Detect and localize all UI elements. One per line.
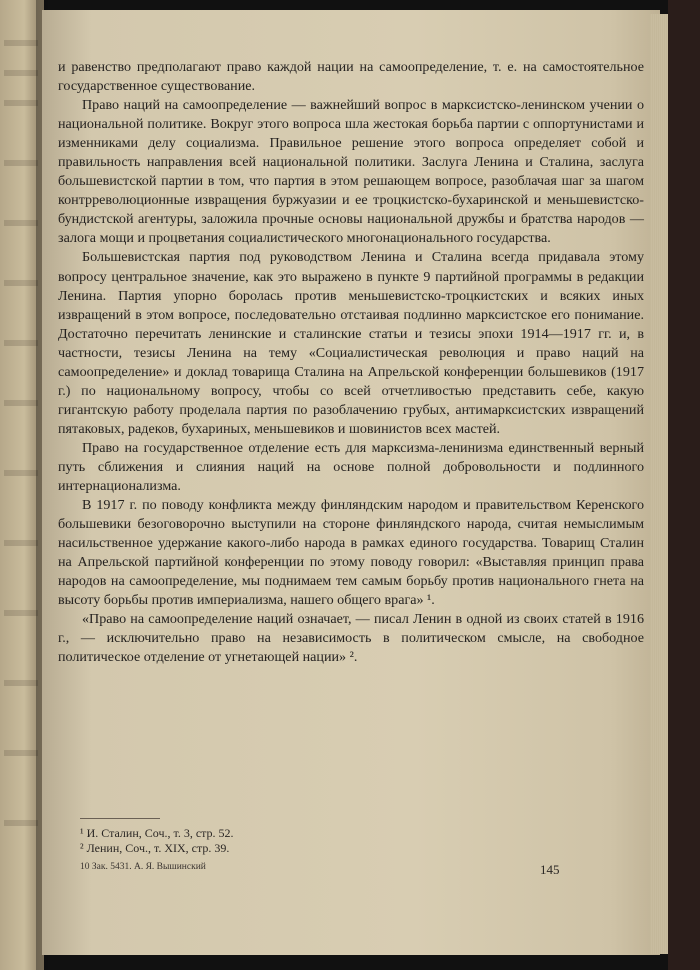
page-number: 145 [540,862,560,877]
paragraph-4: Право на государственное отделение есть для марксизма-ленинизма единственный верный путь сближения и слияния наций на основе полной добровольности и подлинного интернационализма. [58,439,644,495]
printer-imprint: 10 Зак. 5431. А. Я. Вышинский [80,862,206,872]
footnote-rule [80,818,160,819]
footnotes [80,826,600,856]
paragraph-1: и равенство предполагают право каждой нации на самоопределение, т. е. на самостоятельное государственное существование. [58,59,644,95]
body-text [58,58,644,668]
footnote-2: ² Ленин, Соч., т. XIX, стр. 39. [80,841,230,855]
paragraph-3: Большевистская партия под руководством Ленина и Сталина всегда придавала этому вопросу центральное значение, как это выражено в пункте 9 партийной программы в редакции Ленина. Партия упорно боролась против меньшевистско-троцкистских и всяких иных извращений в этом вопросе, последовательно отстаивая подлинно марксистское его понимание. Достаточно перечитать ленинские и сталинские статьи и тезисы эпохи 1914—1917 гг. и, в частности, тезисы Ленина на тему «Социалистическая революция и право наций на самоопределение» и доклад товарища Сталина на Апрельской конференции большевиков (1917 г.) по национальному вопросу, чтобы со всей отчетливостью представить себе, какую гигантскую работу проделала партия по разоблачению грубых, антимарксистских извращений пятаковых, радеков, бухариных, меньшевиков и шовинистов всех мастей. [58,249,644,437]
paragraph-6: «Право на самоопределение наций означает, — писал Ленин в одной из своих статей в 1916 г., — исключительно право на независимость в политическом смысле, на свободное политическое отделение от угнетающей нации» ². [58,611,644,666]
book-cover [668,0,700,970]
paragraph-5: В 1917 г. по поводу конфликта между финляндским народом и правительством Керенского большевики безоговорочно выступили на стороне финляндского народа, считая немыслимым насильственное удержание какого-либо народа в рамках единого государства. Товарищ Сталин на Апрельской партийной конференции по этому поводу говорил: «Выставляя принцип права народов на самоопределение, мы поднимаем тем самым борьбу против национального гнета на высоту борьбы против империализма, нашего общего врага» ¹. [58,497,644,609]
footnote-1: ¹ И. Сталин, Соч., т. 3, стр. 52. [80,826,234,840]
paragraph-2: Право наций на самоопределение — важнейший вопрос в марксистско-ленинском учении о национальной политике. Вокруг этого вопроса шла жестокая борьба партии с оппортунистами и изменниками делу социализма. Правильное решение этого вопроса определяет собой и правильность направления всей национальной политики. Заслуга Ленина и Сталина, заслуга большевистской партии в том, что партия в этом решающем вопросе, разоблачая шаг за шагом контрреволюционные извращения буржуазии и ее троцкистско-бухаринской и меньшевистско-бундистской агентуры, заложила прочные основы национальной дружбы и братства народов — залога мощи и процветания социалистического многонационального государства. [58,97,644,247]
